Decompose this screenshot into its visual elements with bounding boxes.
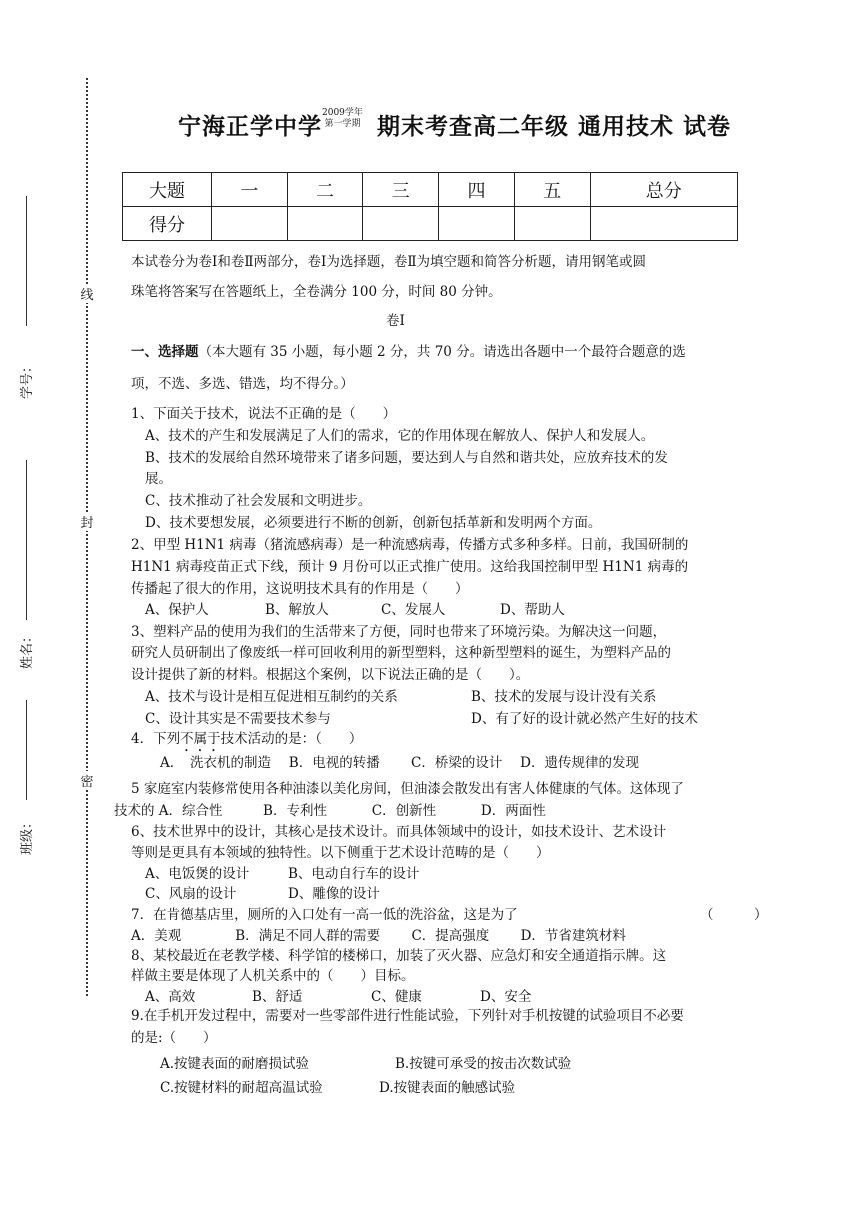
score-header-cell: 二 [287,173,363,207]
section-1-instructions: （本大题有 35 小题，每小题 2 分，共 70 分。请选出各题中一个最符合题意的选 [198,344,686,360]
q4-stem-post: 技术活动的是：（ ） [220,731,363,747]
q1-option-b: B、技术的发展给自然环境带来了诸多问题，要达到人与自然和谐共处，应放弃技术的发 [145,450,668,466]
name-label: 姓名： [20,629,36,670]
score-cell[interactable] [363,207,439,241]
q2-option-c: C、发展人 [381,602,446,618]
student-id-blank[interactable] [26,196,27,326]
q9-option-b: B.按键可承受的按击次数试验 [395,1056,572,1072]
section-1-heading: 一、选择题 [131,344,199,360]
q8-stem-1: 8、某校最近在老教学楼、科学馆的楼梯口，加装了灭火器、应急灯和安全通道指示牌。这 [131,948,667,964]
volume-label: 卷Ⅰ [386,313,405,329]
q9-option-d: D.按键表面的触感试验 [379,1080,516,1096]
score-cell[interactable] [514,207,590,241]
binding-mark-line: 线 [80,284,94,303]
q6-stem-1: 6、技术世界中的设计，其核心是技术设计。而具体领域中的设计，如技术设计、艺术设计 [131,824,667,840]
q9-option-c: C.按键材料的耐超高温试验 [160,1080,323,1096]
q1-option-a: A、技术的产生和发展满足了人们的需求，它的作用体现在解放人、保护人和发展人。 [145,428,655,444]
q8-stem-2: 样做主要是体现了人机关系中的（ ）目标。 [131,968,415,984]
q9-stem-2: 的是:（ ） [131,1030,217,1046]
q6-stem-2: 等则是更具有本领域的独特性。以下侧重于艺术设计范畴的是（ ） [131,845,550,861]
q8-option-a: A、高效 [145,989,196,1005]
q7-stem: 7．在肯德基店里，厕所的入口处有一高一低的洗浴盆，这是为了 [131,907,518,923]
section-1-line-1 [131,342,686,362]
score-table-header-row [123,173,738,207]
q3-stem-1: 3、塑料产品的使用为我们的生活带来了方便，同时也带来了环境污染。为解决这一问题， [131,624,667,640]
score-header-cell: 一 [212,173,288,207]
intro-line-1: 本试卷分为卷Ⅰ和卷Ⅱ两部分，卷Ⅰ为选择题，卷Ⅱ为填空题和简答分析题，请用钢笔或圆 [131,254,647,270]
q8-option-d: D、安全 [480,989,532,1005]
q2-option-b: B、解放人 [265,602,329,618]
q6-option-b: B、电动自行车的设计 [288,866,420,882]
q8-option-c: C、健康 [371,989,422,1005]
q1-option-b-cont: 展。 [145,471,172,487]
q5-stem: 5 家庭室内装修常使用各种油漆以美化房间，但油漆会散发出有害人体健康的气体。这体现了 [131,781,684,797]
exam-title: 期末考查高二年级 通用技术 试卷 [377,113,732,140]
q3-option-c: C、设计其实是不需要技术参与 [145,711,331,727]
term-semester: 第一学期 [324,119,361,129]
score-header-cell: 大题 [123,173,212,207]
binding-mark-seal: 封 [80,512,94,531]
q2-option-a: A、保护人 [145,602,209,618]
binding-dotted-line [86,78,88,996]
q9-option-a: A.按键表面的耐磨损试验 [160,1056,310,1072]
score-header-cell: 四 [439,173,515,207]
q2-stem-1: 2、甲型 H1N1 病毒（猪流感病毒）是一种流感病毒，传播方式多种多样。日前，我国研制的 [131,537,689,553]
q7-answer-paren: （ ） [700,907,768,923]
q3-option-a: A、技术与设计是相互促进相互制约的关系 [145,689,398,705]
q4-stem-pre: 4．下列 [131,731,181,747]
q4-stem [131,729,362,755]
q4-emphasis: 不属于 [180,731,221,747]
q4-options: A． 洗衣机的制造 B．电视的转播 C．桥梁的设计 D．遗传规律的发现 [160,755,639,771]
school-name: 宁海正学中学 [178,113,322,140]
q2-option-d: D、帮助人 [500,602,565,618]
score-header-cell: 总分 [590,173,737,207]
class-blank[interactable] [26,700,27,800]
q2-stem-2: H1N1 病毒疫苗正式下线，预计 9 月份可以正式推广使用。这给我国控制甲型 H1N1 病毒的 [131,559,689,575]
score-cell[interactable] [590,207,737,241]
q7-options: A．美观 B．满足不同人群的需要 C．提高强度 D．节省建筑材料 [131,928,626,944]
q3-option-d: D、有了好的设计就必然产生好的技术 [471,711,698,727]
q6-option-d: D、雕像的设计 [288,886,380,902]
term-label [322,108,363,130]
binding-mark-secret: 密 [80,771,94,790]
q3-option-b: B、技术的发展与设计没有关系 [471,689,657,705]
student-id-label: 学号： [20,359,36,400]
name-blank[interactable] [26,460,27,620]
q6-option-a: A、电饭煲的设计 [145,866,250,882]
score-table-row [123,207,738,241]
section-1-line-2: 项，不选、多选、错选，均不得分。） [131,376,354,392]
q3-stem-2: 研究人员研制出了像废纸一样可回收利用的新型塑料，这种新型塑料的诞生，为塑料产品的 [131,645,671,661]
q6-option-c: C、风扇的设计 [145,886,237,902]
score-header-cell: 三 [363,173,439,207]
q5-options: 技术的 A．综合性 B．专利性 C．创新性 D．两面性 [114,803,546,819]
q8-option-b: B、舒适 [252,989,303,1005]
q9-stem-1: 9.在手机开发过程中，需要对一些零部件进行性能试验，下列针对手机按键的试验项目不必要 [131,1008,684,1024]
q2-stem-3: 传播起了很大的作用，这说明技术具有的作用是（ ） [131,581,469,597]
score-cell[interactable] [287,207,363,241]
term-year: 2009学年 [322,108,363,118]
score-cell[interactable] [212,207,288,241]
score-table [122,172,738,241]
intro-line-2: 珠笔将答案写在答题纸上，全卷满分 100 分，时间 80 分钟。 [131,284,502,300]
q1-stem: 1、下面关于技术，说法不正确的是（ ） [131,406,397,422]
score-cell[interactable] [439,207,515,241]
q1-option-d: D、技术要想发展，必须要进行不断的创新，创新包括革新和发明两个方面。 [145,515,602,531]
q1-option-c: C、技术推动了社会发展和文明进步。 [145,493,372,509]
q3-stem-3: 设计提供了新的材料。根据这个案例，以下说法正确的是（ ）。 [131,667,530,683]
score-header-cell: 五 [514,173,590,207]
class-label: 班级： [20,815,36,856]
score-row-label: 得分 [123,207,212,241]
